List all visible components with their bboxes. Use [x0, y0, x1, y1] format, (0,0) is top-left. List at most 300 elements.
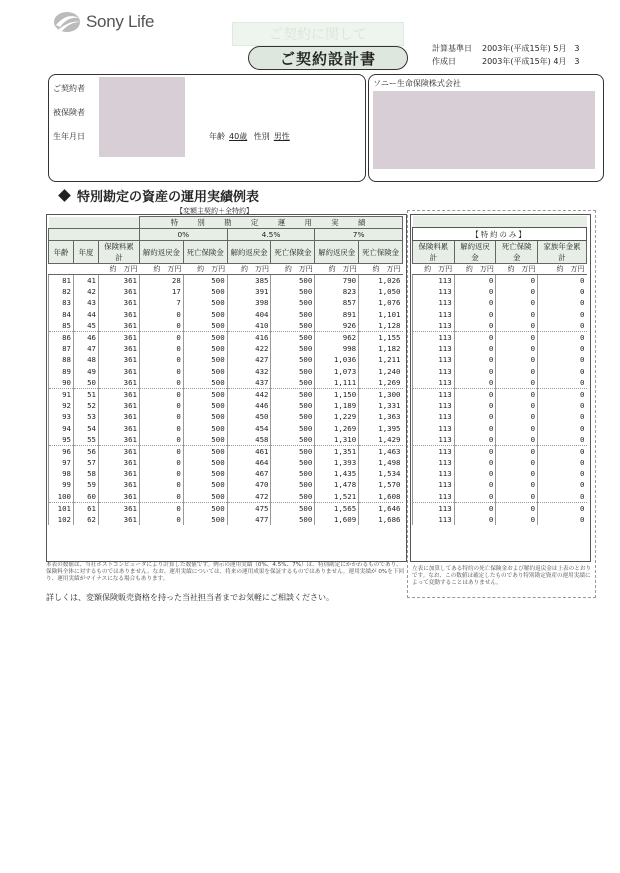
group-title: 特 別 勘 定 運 用 実 績: [140, 217, 403, 229]
table-cell: 0: [454, 422, 496, 433]
table-cell: 1,269: [359, 377, 403, 389]
table-cell: 0: [538, 434, 587, 446]
table-cell: 0: [454, 502, 496, 514]
table-cell: 90: [49, 377, 74, 389]
table-cell: 1,463: [359, 445, 403, 457]
table-cell: 790: [315, 275, 359, 287]
table-cell: 96: [49, 445, 74, 457]
table-cell: 53: [74, 411, 99, 422]
table-row: [413, 331, 587, 343]
table-cell: 1,073: [315, 366, 359, 377]
table-cell: 113: [413, 320, 455, 332]
table-row: [49, 297, 403, 308]
table-row: [413, 354, 587, 365]
table-cell: 410: [227, 320, 271, 332]
table-cell: 62: [74, 514, 99, 525]
col-premium: 保険料累計: [99, 241, 140, 264]
date-label: 作成日: [432, 57, 456, 66]
table-cell: 113: [413, 400, 455, 411]
redacted-block: [373, 91, 595, 169]
table-row: [413, 297, 587, 308]
table-cell: 500: [271, 343, 315, 354]
table-cell: 500: [183, 422, 227, 433]
table-row: [413, 343, 587, 354]
table-cell: 113: [413, 343, 455, 354]
section-title: [60, 186, 259, 205]
table-cell: 92: [49, 400, 74, 411]
table-cell: 1,395: [359, 422, 403, 433]
table-cell: 48: [74, 354, 99, 365]
table-cell: 926: [315, 320, 359, 332]
table-cell: 361: [99, 309, 140, 320]
table-cell: 1,150: [315, 388, 359, 400]
table-cell: 422: [227, 343, 271, 354]
table-cell: 500: [183, 366, 227, 377]
table-cell: 1,300: [359, 388, 403, 400]
table-cell: 1,478: [315, 479, 359, 490]
col-age: 年齢: [49, 241, 74, 264]
table-cell: 500: [271, 422, 315, 433]
date-label: 計算基準日: [432, 44, 472, 53]
table-cell: 0: [454, 331, 496, 343]
table-cell: 0: [454, 434, 496, 446]
table-cell: 500: [271, 320, 315, 332]
table-cell: 361: [99, 354, 140, 365]
table-cell: 0: [496, 400, 538, 411]
table-cell: 500: [183, 491, 227, 503]
table-cell: 0: [454, 388, 496, 400]
table-cell: 0: [538, 309, 587, 320]
table-row: [413, 491, 587, 503]
table-row: [413, 366, 587, 377]
col-surrender: 解約返戻金: [227, 241, 271, 264]
table-cell: 467: [227, 468, 271, 479]
special-table-body: [413, 275, 587, 526]
age-sex-line: [209, 131, 294, 142]
table-cell: 361: [99, 320, 140, 332]
table-cell: 113: [413, 514, 455, 525]
table-cell: 0: [538, 377, 587, 389]
table-cell: 361: [99, 275, 140, 287]
logo-swoosh-icon: [52, 10, 82, 34]
col-surrender: 解約返戻金: [315, 241, 359, 264]
table-cell: 0: [538, 354, 587, 365]
table-cell: 0: [454, 514, 496, 525]
table-cell: 500: [271, 275, 315, 287]
table-cell: 0: [496, 366, 538, 377]
unit-label: 約 万円: [99, 264, 140, 275]
table-cell: 1,609: [315, 514, 359, 525]
table-cell: 113: [413, 388, 455, 400]
table-cell: 962: [315, 331, 359, 343]
table-row: [49, 309, 403, 320]
table-cell: 857: [315, 297, 359, 308]
table-cell: 361: [99, 411, 140, 422]
table-cell: 113: [413, 491, 455, 503]
rate-2: 7%: [315, 229, 403, 241]
table-cell: 1,155: [359, 331, 403, 343]
table-cell: 1,229: [315, 411, 359, 422]
table-cell: 91: [49, 388, 74, 400]
table-cell: 0: [538, 297, 587, 308]
results-table-body: [49, 275, 403, 526]
table-cell: 113: [413, 468, 455, 479]
col-death: 死亡保険金: [183, 241, 227, 264]
table-cell: 113: [413, 502, 455, 514]
table-cell: 450: [227, 411, 271, 422]
table-cell: 0: [454, 366, 496, 377]
table-cell: 43: [74, 297, 99, 308]
table-cell: 0: [140, 434, 184, 446]
table-row: [49, 422, 403, 433]
table-row: [49, 366, 403, 377]
table-cell: 0: [496, 275, 538, 287]
section-title-text: 特別勘定の資産の運用実績例表: [77, 190, 260, 205]
table-row: [49, 457, 403, 468]
col-year: 年度: [74, 241, 99, 264]
table-cell: 500: [183, 445, 227, 457]
table-cell: 0: [496, 286, 538, 297]
table-cell: 454: [227, 422, 271, 433]
table-cell: 0: [496, 377, 538, 389]
notes-left: 本表の数値は、当社ホストコンピュータにより計算した数値です。例示の運用実績（0%、4.5%、7%）は、特別勘定にかかわるものであり、保険料全体に対するものではありません。なお、運用実績については、将来の運用成果を保証するものではありません。運用実績が 0%を下回り、運用実績がマイナスになる場合もあります。: [46, 562, 405, 582]
table-cell: 500: [271, 388, 315, 400]
table-cell: 500: [183, 309, 227, 320]
table-cell: 500: [183, 502, 227, 514]
table-row: [49, 491, 403, 503]
brand-name: Sony Life: [86, 12, 155, 31]
table-cell: 52: [74, 400, 99, 411]
table-row: [49, 286, 403, 297]
table-row: [49, 388, 403, 400]
footer-note: 詳しくは、変額保険販売資格を持った当社担当者までお気軽にご相談ください。: [46, 593, 334, 602]
ghost-title: ご契約に関して: [232, 22, 404, 46]
table-cell: 464: [227, 457, 271, 468]
table-cell: 83: [49, 297, 74, 308]
date-value: 2003年(平成15年) 4月 3: [482, 57, 580, 66]
table-cell: 113: [413, 366, 455, 377]
table-cell: 1,435: [315, 468, 359, 479]
insured-label: 被保険者: [53, 108, 85, 117]
table-cell: 101: [49, 502, 74, 514]
table-row: [49, 468, 403, 479]
table-cell: 0: [140, 320, 184, 332]
table-cell: 0: [454, 320, 496, 332]
table-cell: 1,686: [359, 514, 403, 525]
table-cell: 500: [271, 400, 315, 411]
table-cell: 0: [496, 445, 538, 457]
table-cell: 891: [315, 309, 359, 320]
table-cell: 500: [183, 388, 227, 400]
table-cell: 0: [496, 422, 538, 433]
col-premium: 保険料累計: [413, 241, 455, 264]
table-cell: 49: [74, 366, 99, 377]
table-cell: 500: [183, 400, 227, 411]
table-cell: 42: [74, 286, 99, 297]
table-cell: 1,570: [359, 479, 403, 490]
table-cell: 99: [49, 479, 74, 490]
table-cell: 0: [140, 491, 184, 503]
unit-label: 約 万円: [359, 264, 403, 275]
contract-panel: [48, 74, 366, 182]
table-cell: 427: [227, 354, 271, 365]
table-cell: 0: [496, 343, 538, 354]
table-cell: 500: [271, 434, 315, 446]
table-cell: 81: [49, 275, 74, 287]
col-family: 家族年金累計: [538, 241, 587, 264]
table-cell: 0: [538, 514, 587, 525]
table-cell: 100: [49, 491, 74, 503]
table-row: [413, 286, 587, 297]
table-row: [413, 411, 587, 422]
table-cell: 1,111: [315, 377, 359, 389]
table-cell: 45: [74, 320, 99, 332]
table-cell: 59: [74, 479, 99, 490]
table-row: [49, 343, 403, 354]
table-cell: 1,534: [359, 468, 403, 479]
table-cell: 0: [140, 411, 184, 422]
table-cell: 0: [538, 445, 587, 457]
table-row: [49, 377, 403, 389]
table-cell: 0: [140, 479, 184, 490]
table-cell: 113: [413, 434, 455, 446]
table-cell: 477: [227, 514, 271, 525]
table-cell: 398: [227, 297, 271, 308]
col-death: 死亡保険金: [271, 241, 315, 264]
table-row: [413, 479, 587, 490]
table-cell: 0: [538, 275, 587, 287]
rate-0: 0%: [140, 229, 228, 241]
table-cell: 113: [413, 422, 455, 433]
diamond-icon: [58, 189, 71, 202]
table-cell: 0: [454, 286, 496, 297]
dates-block: [432, 42, 580, 68]
table-cell: 361: [99, 400, 140, 411]
table-cell: 416: [227, 331, 271, 343]
date-value: 2003年(平成15年) 5月 3: [482, 44, 580, 53]
table-cell: 113: [413, 457, 455, 468]
table-cell: 93: [49, 411, 74, 422]
table-cell: 0: [454, 297, 496, 308]
table-row: [413, 400, 587, 411]
table-cell: 0: [454, 275, 496, 287]
table-cell: 17: [140, 286, 184, 297]
table-cell: 437: [227, 377, 271, 389]
table-cell: 113: [413, 411, 455, 422]
table-row: [49, 354, 403, 365]
table-cell: 361: [99, 468, 140, 479]
table-cell: 361: [99, 445, 140, 457]
table-cell: 113: [413, 354, 455, 365]
table-cell: 361: [99, 388, 140, 400]
unit-label: 約 万円: [271, 264, 315, 275]
table-cell: 0: [496, 468, 538, 479]
table-cell: 500: [271, 491, 315, 503]
table-cell: 500: [183, 479, 227, 490]
unit-label: 約 万円: [413, 264, 455, 275]
table-cell: 113: [413, 309, 455, 320]
table-cell: 0: [496, 434, 538, 446]
table-cell: 0: [538, 411, 587, 422]
col-death: 死亡保険金: [359, 241, 403, 264]
table-cell: 500: [183, 331, 227, 343]
table-cell: 1,050: [359, 286, 403, 297]
table-cell: 84: [49, 309, 74, 320]
table-cell: 500: [271, 411, 315, 422]
col-surrender: 解約返戻金: [140, 241, 184, 264]
table-cell: 0: [140, 377, 184, 389]
sex-value: 男性: [273, 132, 290, 141]
table-row: [413, 388, 587, 400]
table-cell: 0: [454, 354, 496, 365]
table-cell: 1,498: [359, 457, 403, 468]
table-cell: 1,026: [359, 275, 403, 287]
unit-label: 約 万円: [140, 264, 184, 275]
table-cell: 500: [183, 297, 227, 308]
table-cell: 0: [496, 331, 538, 343]
table-cell: 500: [183, 468, 227, 479]
table-cell: 446: [227, 400, 271, 411]
table-cell: 86: [49, 331, 74, 343]
table-cell: 500: [183, 457, 227, 468]
table-cell: 500: [271, 468, 315, 479]
table-row: [413, 502, 587, 514]
table-cell: 361: [99, 514, 140, 525]
table-cell: 0: [454, 457, 496, 468]
special-title: 【特約のみ】: [413, 228, 587, 241]
table-cell: 998: [315, 343, 359, 354]
table-row: [413, 468, 587, 479]
table-cell: 500: [183, 275, 227, 287]
table-row: [49, 275, 403, 287]
table-cell: 361: [99, 286, 140, 297]
table-cell: 1,429: [359, 434, 403, 446]
table-cell: 60: [74, 491, 99, 503]
table-cell: 500: [183, 286, 227, 297]
table-cell: 500: [271, 309, 315, 320]
table-cell: 51: [74, 388, 99, 400]
table-cell: 113: [413, 331, 455, 343]
table-cell: 0: [140, 514, 184, 525]
table-cell: 361: [99, 502, 140, 514]
table-cell: 113: [413, 377, 455, 389]
table-cell: 113: [413, 479, 455, 490]
table-cell: 0: [140, 422, 184, 433]
col-death: 死亡保険金: [496, 241, 538, 264]
table-row: [49, 434, 403, 446]
table-cell: 500: [271, 514, 315, 525]
table-cell: 0: [538, 400, 587, 411]
table-cell: 102: [49, 514, 74, 525]
table-cell: 472: [227, 491, 271, 503]
special-table: [412, 216, 587, 525]
table-cell: 500: [271, 354, 315, 365]
table-cell: 361: [99, 366, 140, 377]
table-cell: 500: [183, 377, 227, 389]
table-cell: 54: [74, 422, 99, 433]
table-cell: 0: [140, 502, 184, 514]
rate-1: 4.5%: [227, 229, 315, 241]
table-cell: 0: [454, 343, 496, 354]
table-cell: 391: [227, 286, 271, 297]
sony-life-logo: [52, 10, 154, 34]
table-cell: 7: [140, 297, 184, 308]
table-cell: 61: [74, 502, 99, 514]
unit-label: 約 万円: [315, 264, 359, 275]
table-cell: 1,211: [359, 354, 403, 365]
table-cell: 0: [538, 366, 587, 377]
table-row: [413, 422, 587, 433]
table-cell: 0: [454, 491, 496, 503]
table-cell: 97: [49, 457, 74, 468]
table-cell: 500: [183, 354, 227, 365]
table-cell: 89: [49, 366, 74, 377]
table-cell: 1,646: [359, 502, 403, 514]
table-row: [49, 479, 403, 490]
unit-label: 約 万円: [227, 264, 271, 275]
table-cell: 0: [538, 388, 587, 400]
table-row: [49, 331, 403, 343]
table-cell: 1,608: [359, 491, 403, 503]
table-row: [49, 320, 403, 332]
table-cell: 1,310: [315, 434, 359, 446]
table-cell: 0: [140, 366, 184, 377]
redacted-block: [99, 77, 185, 157]
table-cell: 823: [315, 286, 359, 297]
table-cell: 361: [99, 343, 140, 354]
unit-label: 約 万円: [496, 264, 538, 275]
table-cell: 0: [496, 388, 538, 400]
table-cell: 41: [74, 275, 99, 287]
unit-label: 約 万円: [183, 264, 227, 275]
table-cell: 1,269: [315, 422, 359, 433]
birthdate-label: 生年月日: [53, 132, 85, 141]
table-cell: 500: [271, 377, 315, 389]
table-cell: 0: [538, 491, 587, 503]
table-cell: 0: [140, 468, 184, 479]
table-cell: 0: [140, 388, 184, 400]
table-cell: 1,521: [315, 491, 359, 503]
table-cell: 88: [49, 354, 74, 365]
table-cell: 0: [496, 457, 538, 468]
table-cell: 458: [227, 434, 271, 446]
table-cell: 475: [227, 502, 271, 514]
table-cell: 361: [99, 297, 140, 308]
company-name: ソニー生命保険株式会社: [373, 79, 461, 88]
table-cell: 361: [99, 491, 140, 503]
table-row: [49, 514, 403, 525]
table-cell: 113: [413, 445, 455, 457]
table-cell: 82: [49, 286, 74, 297]
section-subtitle: 【変額主契約＋全特約】: [176, 207, 253, 215]
table-row: [413, 514, 587, 525]
table-cell: 28: [140, 275, 184, 287]
table-cell: 0: [496, 479, 538, 490]
table-row: [49, 411, 403, 422]
table-cell: 404: [227, 309, 271, 320]
table-cell: 0: [454, 309, 496, 320]
table-cell: 0: [496, 297, 538, 308]
table-cell: 0: [538, 457, 587, 468]
table-cell: 1,101: [359, 309, 403, 320]
table-cell: 0: [140, 343, 184, 354]
table-row: [413, 434, 587, 446]
document-title: ご契約設計書: [248, 46, 408, 70]
sex-label: 性別: [253, 132, 270, 141]
table-cell: 0: [538, 331, 587, 343]
table-cell: 500: [183, 434, 227, 446]
table-cell: 57: [74, 457, 99, 468]
